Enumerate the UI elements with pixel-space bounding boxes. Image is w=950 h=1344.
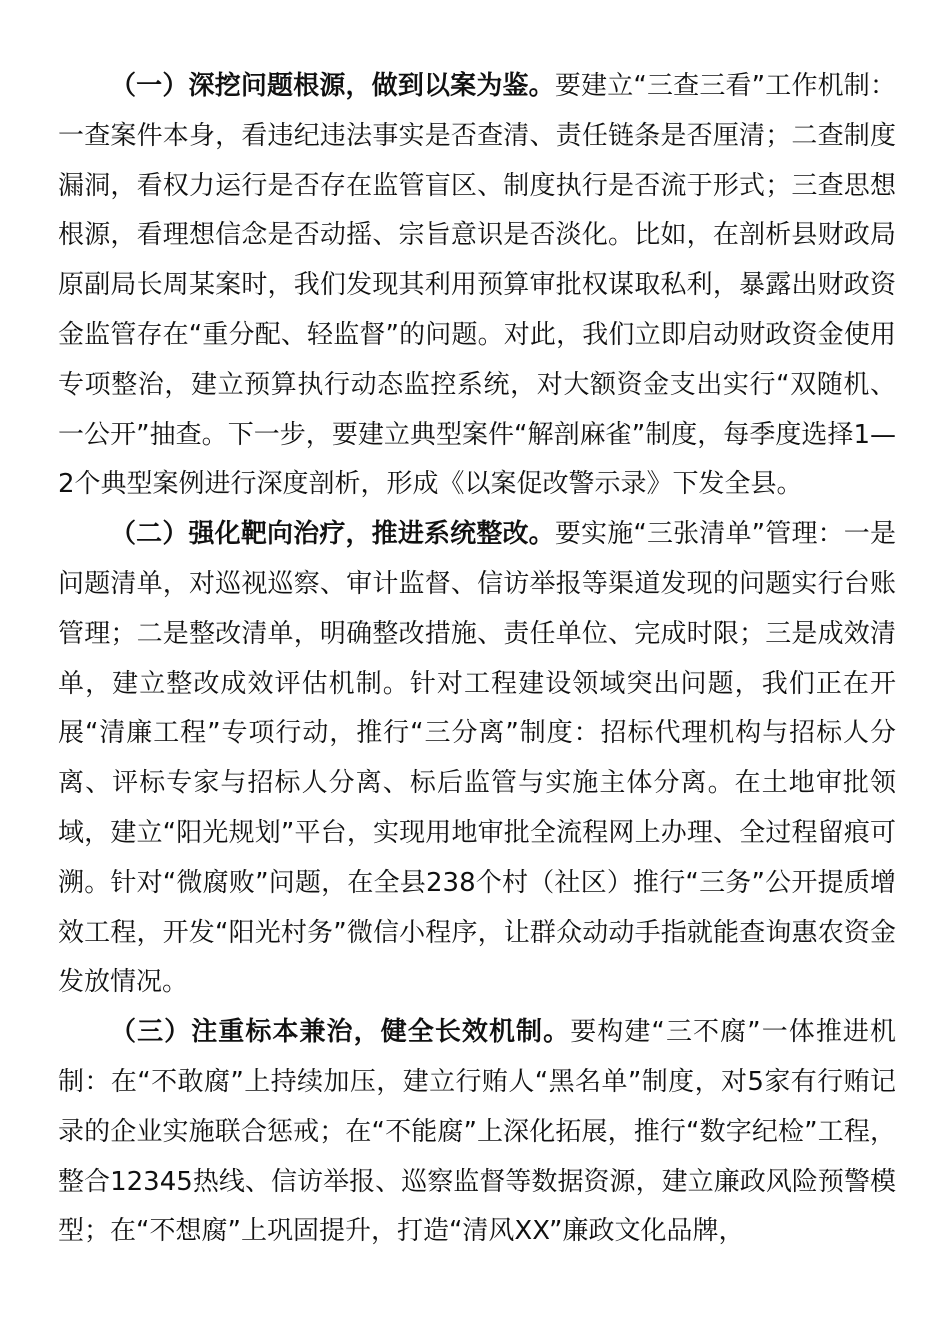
paragraph-3 [58,1008,896,1257]
paragraph-1-body: 要建立“三查三看”工作机制：一查案件本身，看违纪违法事实是否查清、责任链条是否厘清；二查制度漏洞，看权力运行是否存在监管盲区、制度执行是否流于形式；三查思想根源，看理想信念是否动摇、宗旨意识是否淡化。比如，在剖析县财政局原副局长周某案时，我们发现其利用预算审批权谋取私利，暴露出财政资金监管存在“重分配、轻监督”的问题。对此，我们立即启动财政资金使用专项整治，建立预算执行动态监控系统，对大额资金支出实行“双随机、一公开”抽查。下一步，要建立典型案件“解剖麻雀”制度，每季度选择1—2个典型案例进行深度剖析，形成《以案促改警示录》下发全县。 [58,71,896,500]
paragraph-1 [58,62,896,510]
paragraph-3-body: 要构建“三不腐”一体推进机制：在“不敢腐”上持续加压，建立行贿人“黑名单”制度，对5家有行贿记录的企业实施联合惩戒；在“不能腐”上深化拓展，推行“数字纪检”工程，整合12345热线、信访举报、巡察监督等数据资源，建立廉政风险预警模型；在“不想腐”上巩固提升，打造“清风XX”廉政文化品牌， [58,1017,896,1247]
paragraph-3-heading: （三）注重标本兼治，健全长效机制。 [110,1017,571,1048]
paragraph-1-heading: （一）深挖问题根源，做到以案为鉴。 [110,71,555,101]
paragraph-2-body: 要实施“三张清单”管理：一是问题清单，对巡视巡察、审计监督、信访举报等渠道发现的问题实行台账管理；二是整改清单，明确整改措施、责任单位、完成时限；三是成效清单，建立整改成效评估机制。针对工程建设领域突出问题，我们正在开展“清廉工程”专项行动，推行“三分离”制度：招标代理机构与招标人分离、评标专家与招标人分离、标后监管与实施主体分离。在土地审批领域，建立“阳光规划”平台，实现用地审批全流程网上办理、全过程留痕可溯。针对“微腐败”问题，在全县238个村（社区）推行“三务”公开提质增效工程，开发“阳光村务”微信小程序，让群众动动手指就能查询惠农资金发放情况。 [58,519,896,998]
paragraph-2 [58,510,896,1008]
document-page [58,62,896,1257]
paragraph-2-heading: （二）强化靶向治疗，推进系统整改。 [110,519,555,550]
